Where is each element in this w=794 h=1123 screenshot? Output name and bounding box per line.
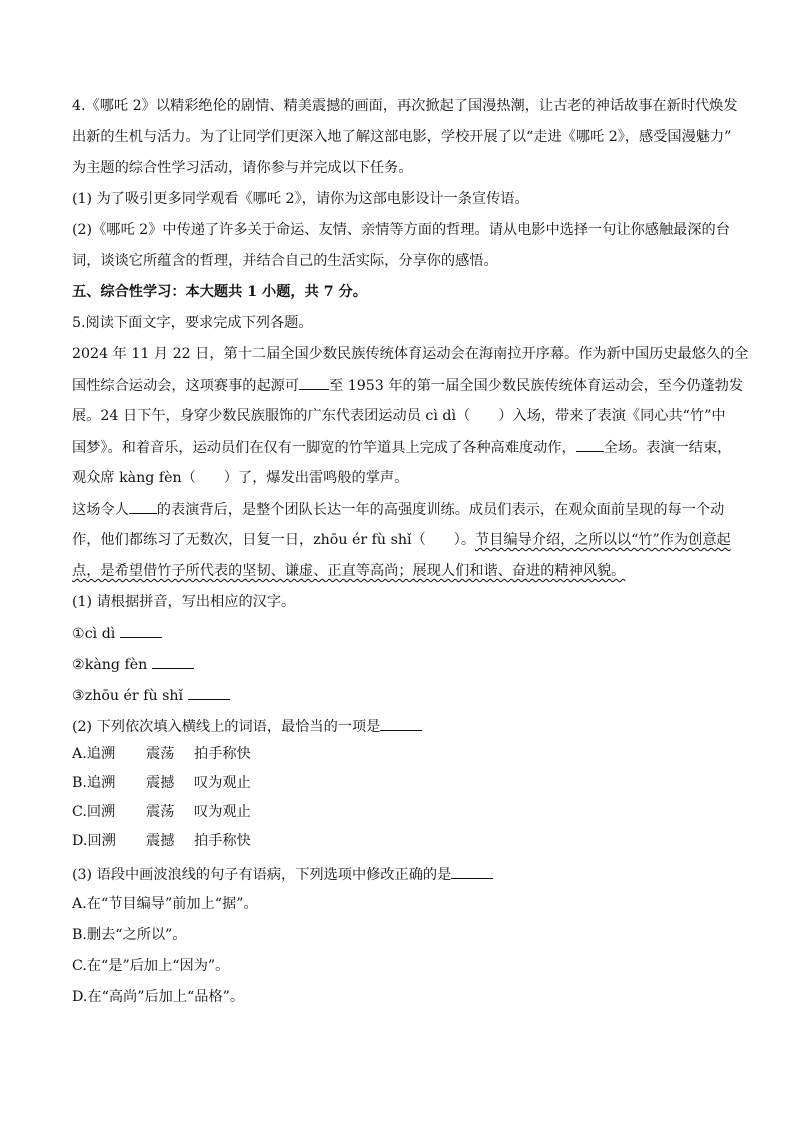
passage-text: 的表演背后，是整个团队长达一年的高强度训练。成员们表示，在观众面前呈现的每一个动 (156, 502, 725, 518)
passage-text: 至 1953 年的第一届全国少数民族传统体育运动会，至今仍蓬勃发 (329, 378, 744, 394)
passage-p1-line-5 (72, 468, 408, 488)
passage-text: 作，他们都练习了无数次，日复一日，zhōu ér fù shǐ（ (72, 532, 426, 548)
passage-text: 这场令人 (72, 502, 129, 518)
option-label: B.追溯 (72, 775, 116, 791)
option-d (72, 831, 251, 851)
correction-option-a: A.在“节目编导”前加上“据”。 (72, 896, 258, 912)
passage-p2-line-2 (72, 530, 731, 550)
option-word: 震撼 (146, 775, 175, 791)
answer-blank[interactable] (380, 716, 422, 731)
subquestion-1-stem: (1) 请根据拼音，写出相应的汉字。 (72, 594, 296, 610)
passage-text: ）了，爆发出雷鸣般的掌声。 (223, 470, 409, 486)
passage-text: 观众席 kàng fèn（ (72, 470, 196, 486)
passage-text: 国梦》。和着音乐，运动员们在仅有一脚宽的竹竿道具上完成了各种高难度动作， (72, 440, 576, 456)
option-word: 震撼 (146, 833, 175, 849)
subquestion-3-stem (72, 864, 493, 885)
option-word: 拍手称快 (194, 746, 251, 762)
q4-subquestion-2-line-1: (2)《哪吒 2》中传递了许多关于命运、友情、亲情等方面的哲理。请从电影中选择一句让你感触最深的台 (72, 222, 730, 238)
wavy-underlined-sentence: 节目编导介绍，之所以以“竹”作为创意起 (475, 532, 731, 548)
answer-blank[interactable] (152, 654, 194, 669)
passage-text: ）。 (453, 532, 476, 548)
passage-p1-line-3 (72, 406, 726, 426)
passage-p1-line-2 (72, 375, 743, 396)
q4-subquestion-1: (1) 为了吸引更多同学观看《哪吒 2》，请你为这部电影设计一条宣传语。 (72, 191, 529, 207)
option-b (72, 773, 251, 793)
option-word: 震荡 (146, 746, 175, 762)
option-word: 叹为观止 (194, 804, 251, 820)
fill-blank-3[interactable] (129, 499, 157, 514)
pinyin-label: ③zhōu ér fù shǐ (72, 688, 184, 704)
passage-text: 展。24 日下午，身穿少数民族服饰的广东代表团运动员 cì dì（ (72, 408, 471, 424)
passage-p1-line-1: 2024 年 11 月 22 日，第十二届全国少数民族传统体育运动会在海南拉开序幕。作为新中国历史最悠久的全 (72, 346, 749, 362)
option-a (72, 744, 251, 764)
fill-blank-2[interactable] (576, 437, 604, 452)
q4-subquestion-2-line-2: 词，谈谈它所蕴含的哲理，并结合自己的生活实际，分享你的感悟。 (72, 253, 498, 269)
q4-intro-line-2: 出新的生机与活力。为了让同学们更深入地了解这部电影，学校开展了以“走进《哪吒 2》，感受国漫魅力” (72, 129, 732, 145)
section-5-heading: 五、综合性学习：本大题共 1 小题，共 7 分。 (72, 284, 367, 300)
pinyin-label: ①cì dì (72, 626, 116, 642)
option-word: 拍手称快 (194, 833, 251, 849)
q5-prompt: 5.阅读下面文字，要求完成下列各题。 (72, 315, 313, 331)
pinyin-item-3 (72, 685, 230, 706)
passage-p2-line-3 (72, 561, 625, 581)
wavy-underlined-sentence: 点，是希望借竹子所代表的坚韧、谦虚、正直等高尚；展现人们和谐、奋进的精神风貌。 (72, 563, 626, 579)
question-text: (3) 语段中画波浪线的句子有语病，下列选项中修改正确的是 (72, 867, 452, 883)
correction-option-c: C.在“是”后加上“因为”。 (72, 958, 230, 974)
option-word: 叹为观止 (194, 775, 251, 791)
option-label: D.回溯 (72, 833, 116, 849)
pinyin-item-1 (72, 623, 162, 644)
pinyin-item-2 (72, 654, 194, 675)
passage-text: 国性综合运动会，这项赛事的起源可 (72, 378, 300, 394)
passage-p1-line-4 (72, 437, 731, 458)
option-c (72, 802, 251, 822)
q4-intro-line-1: 4.《哪吒 2》以精彩绝伦的剧情、精美震撼的画面，再次掀起了国漫热潮，让古老的神话故事在新时代焕发 (72, 98, 738, 114)
option-label: C.回溯 (72, 804, 116, 820)
question-text: (2) 下列依次填入横线上的词语，最恰当的一项是 (72, 719, 381, 735)
answer-blank[interactable] (120, 623, 162, 638)
answer-blank[interactable] (188, 685, 230, 700)
pinyin-label: ②kàng fèn (72, 657, 148, 673)
passage-text: ）入场，带来了表演《同心共“竹”中 (498, 408, 726, 424)
passage-text: 全场。表演一结束， (603, 440, 732, 456)
q4-intro-line-3: 为主题的综合性学习活动，请你参与并完成以下任务。 (72, 160, 413, 176)
option-label: A.追溯 (72, 746, 116, 762)
correction-option-d: D.在“高尚”后加上“品格”。 (72, 989, 245, 1005)
correction-option-b: B.删去“之所以”。 (72, 927, 187, 943)
fill-blank-1[interactable] (299, 375, 329, 390)
passage-p2-line-1 (72, 499, 724, 520)
subquestion-2-stem (72, 716, 422, 737)
option-word: 震荡 (146, 804, 175, 820)
answer-blank[interactable] (451, 864, 493, 879)
